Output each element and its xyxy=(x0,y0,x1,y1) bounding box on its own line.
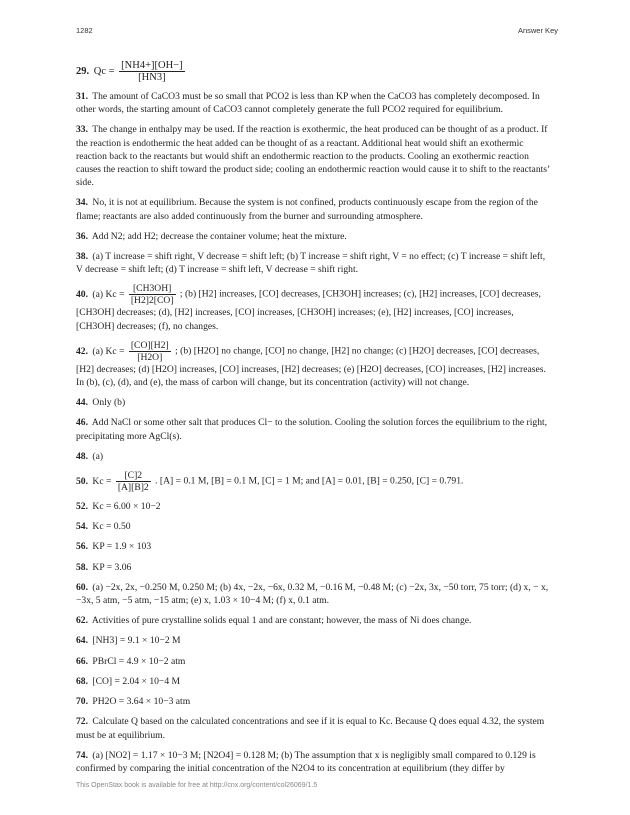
answer-number: 48. xyxy=(76,450,88,462)
denominator: [A][B]2 xyxy=(117,482,149,494)
equation-lhs: Qc = xyxy=(93,65,115,77)
answer-text: (a) −2x, 2x, −0.250 M, 0.250 M; (b) 4x, −2x, −6x, 0.32 M, −0.16 M, −0.48 M; (c) −2x, 3x, −50 torr, 75 torr; (d) x, − x, −3x, 5 atm, −5 atm, −15 atm; (e) x, 1.03 × 10−4 M; (f) x, 0.1 atm. xyxy=(76,581,549,607)
answer-number: 33. xyxy=(76,124,88,136)
answer-number: 42. xyxy=(76,345,88,357)
answer-number: 46. xyxy=(76,417,88,429)
answer-text: KP = 3.06 xyxy=(92,561,132,573)
answer-38 xyxy=(76,250,554,276)
equation-lhs: Kc = xyxy=(92,475,112,487)
answer-34 xyxy=(76,196,554,222)
answer-52 xyxy=(76,500,554,513)
answer-70 xyxy=(76,695,554,708)
equation-lhs: (a) Kc = xyxy=(92,345,125,357)
answer-number: 36. xyxy=(76,230,88,242)
answer-text: Kc = 0.50 xyxy=(92,521,131,533)
fraction xyxy=(119,60,184,83)
numerator: [CO][H2] xyxy=(130,339,169,351)
answer-text: The amount of CaCO3 must be so small that PCO2 is less than KP when the CaCO3 has completely decomposed. In other words, the starting amount of CaCO3 cannot completely generate the full PCO2 required for equilibrium. xyxy=(76,91,540,116)
answer-text: The change in enthalpy may be used. If the reaction is exothermic, the heat produced can be thought of as a product. If the reaction is endothermic the heat added can be thought of as a reactant. Additional heat would shift an exothermic reaction back to the reactants but would shift an endothermic reaction to the products. Cooling an exothermic reaction causes the reaction to shift toward the product side; cooling an endothermic reaction would cause it to shift to the reactants’ side. xyxy=(76,124,550,189)
fraction xyxy=(129,340,171,363)
answer-text: No, it is not at equilibrium. Because the system is not confined, products continuously escape from the region of the flame; reactants are also added continuously from the burner and surrounding atmosphere. xyxy=(76,197,538,222)
answer-66 xyxy=(76,655,554,668)
answer-text: ; (b) [H2] increases, [CO] decreases, [CH3OH] increases; (c), [H2] increases, [CO] decreases, [CH3OH] decreases; (d), [H2] increases, [CO] increases, [CH3OH] increases; (e), [H2] increases, [CO] increases, [CH3OH] decreases; (f), no changes. xyxy=(76,289,541,332)
answer-62 xyxy=(76,614,554,627)
answer-number: 31. xyxy=(76,91,88,102)
answer-36 xyxy=(76,230,554,243)
answer-31 xyxy=(76,90,554,116)
answer-number: 72. xyxy=(76,716,88,728)
denominator: [H2O] xyxy=(137,351,163,363)
answer-68 xyxy=(76,675,554,688)
answer-46 xyxy=(76,416,554,442)
answer-54 xyxy=(76,520,554,533)
section-title: Answer Key xyxy=(517,26,558,35)
answer-56 xyxy=(76,540,554,553)
answer-74 xyxy=(76,749,554,775)
numerator: [NH4+][OH−] xyxy=(121,60,183,71)
fraction xyxy=(116,470,151,493)
answer-text: Only (b) xyxy=(92,397,126,409)
answer-number: 70. xyxy=(76,696,88,708)
footer-note: This OpenStax book is available for free at http://cnx.org/content/col26069/1.5 xyxy=(76,782,318,789)
answer-text: (a) xyxy=(92,450,104,462)
answer-72 xyxy=(76,715,554,741)
answer-number: 50. xyxy=(76,475,88,487)
answer-text: Activities of pure crystalline solids equal 1 and are constant; however, the mass of Ni does change. xyxy=(91,615,472,627)
answer-60 xyxy=(76,581,554,607)
answer-key-content xyxy=(76,60,554,782)
answer-number: 54. xyxy=(76,521,88,533)
answer-text: Add NaCl or some other salt that produces Cl− to the solution. Cooling the solution forces the equilibrium to the right, precipitating more AgCl(s). xyxy=(76,417,548,442)
answer-42 xyxy=(76,340,554,389)
answer-50 xyxy=(76,470,554,493)
answer-text: [CO] = 2.04 × 10−4 M xyxy=(92,675,181,687)
denominator: [H2]2[CO] xyxy=(130,295,174,307)
answer-number: 38. xyxy=(76,251,88,263)
answer-number: 34. xyxy=(76,197,88,209)
answer-text: PH2O = 3.64 × 10−3 atm xyxy=(92,696,191,708)
answer-64 xyxy=(76,634,554,647)
answer-number: 64. xyxy=(76,635,88,647)
answer-text: Kc = 6.00 × 10−2 xyxy=(92,501,161,513)
answer-number: 66. xyxy=(76,655,88,667)
answer-44 xyxy=(76,396,554,409)
answer-number: 60. xyxy=(76,581,88,593)
answer-text: (a) T increase = shift right, V decrease = shift left; (b) T increase = shift right, V = no effect; (c) T increase = shift left, V decrease = shift left; (d) T increase = shift left, V decrease = shift right. xyxy=(76,251,546,276)
fraction xyxy=(129,283,176,306)
answer-33 xyxy=(76,123,554,189)
answer-number: 68. xyxy=(76,675,88,687)
answer-text: [NH3] = 9.1 × 10−2 M xyxy=(92,635,181,647)
equation-lhs: (a) Kc = xyxy=(92,289,125,301)
denominator: [HN3] xyxy=(138,72,166,83)
answer-number: 74. xyxy=(76,749,88,761)
answer-text: (a) [NO2] = 1.17 × 10−3 M; [N2O4] = 0.128 M; (b) The assumption that x is negligibly small compared to 0.129 is confirmed by comparing the initial concentration of the N2O4 to its concentration at equilibrium (they differ by xyxy=(76,749,536,774)
answer-48 xyxy=(76,450,554,463)
answer-text: PBrCl = 4.9 × 10−2 atm xyxy=(92,655,186,667)
answer-text: KP = 1.9 × 103 xyxy=(92,541,152,553)
answer-text: . [A] = 0.1 M, [B] = 0.1 M, [C] = 1 M; and [A] = 0.01, [B] = 0.250, [C] = 0.791. xyxy=(155,475,464,487)
answer-number: 52. xyxy=(76,501,88,513)
answer-29 xyxy=(76,60,554,83)
answer-number: 62. xyxy=(76,615,88,627)
numerator: [C]2 xyxy=(116,470,151,482)
answer-number: 58. xyxy=(76,561,88,573)
answer-text: Calculate Q based on the calculated concentrations and see if it is equal to Kc. Because Q does equal 4.32, the system must be at equilibrium. xyxy=(76,716,545,741)
page-number: 1282 xyxy=(76,26,93,35)
answer-number: 40. xyxy=(76,289,88,301)
answer-number: 56. xyxy=(76,541,88,553)
numerator: [CH3OH] xyxy=(129,283,176,295)
answer-58 xyxy=(76,561,554,574)
answer-number: 29. xyxy=(76,65,90,77)
answer-text: Add N2; add H2; decrease the container volume; heat the mixture. xyxy=(91,230,347,242)
answer-text: ; (b) [H2O] no change, [CO] no change, [H2] no change; (c) [H2O] decreases, [CO] decreases, [H2] decreases; (d) [H2O] increases, [CO] increases, [H2] decreases; (e) [H2O] decreases, [CO] increases, [H2] increases. In (b), (c), (d), and (e), the mass of carbon will change, but its concentration (activity) will not change. xyxy=(76,345,546,389)
answer-number: 44. xyxy=(76,397,88,409)
answer-40 xyxy=(76,283,554,332)
